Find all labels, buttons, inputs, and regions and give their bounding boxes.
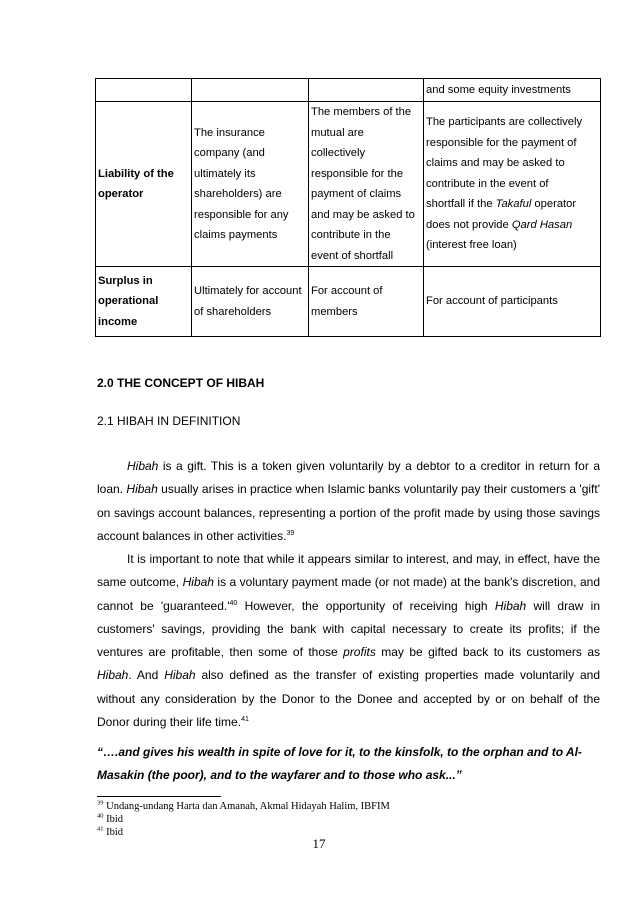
footnote-number: 40 bbox=[97, 812, 104, 820]
paragraph bbox=[97, 455, 600, 548]
footnote-divider bbox=[97, 796, 221, 797]
table-cell: For account of participants bbox=[424, 267, 601, 337]
term-hibah: Hibah bbox=[126, 482, 158, 497]
text-run: also defined as the transfer of existing properties made voluntarily and without any consideration by the Donor to the Donee and accepted by or on behalf of the Donor during their life time. bbox=[97, 668, 600, 730]
cell-text-italic: Qard Hasan bbox=[511, 218, 573, 231]
subsection-heading: 2.1 HIBAH IN DEFINITION bbox=[97, 414, 241, 428]
page-number: 17 bbox=[312, 836, 326, 851]
quran-quote: “….and gives his wealth in spite of love for it, to the kinsfolk, to the orphan and to Al-Masakin (the poor), and to the wayfarer and to those who ask...” bbox=[97, 745, 582, 782]
footnote-text: Ibid bbox=[103, 827, 124, 838]
section-heading: 2.0 THE CONCEPT OF HIBAH bbox=[97, 376, 265, 390]
table-row bbox=[96, 267, 601, 337]
row-header-liability: Liability of the operator bbox=[96, 102, 192, 267]
text-run: is a gift. This is a token given voluntarily by a debtor to a creditor in return for a loan. bbox=[97, 459, 600, 497]
text-run: is a voluntary payment made (or not made) at the bank's discretion, and cannot be 'guaranteed.' bbox=[97, 575, 600, 613]
footnotes bbox=[97, 800, 390, 839]
footnote-40 bbox=[97, 813, 390, 826]
table-cell bbox=[424, 102, 601, 267]
footnote-39 bbox=[97, 800, 390, 813]
cell-text: The participants are collectively responsible for the payment of claims and may be asked to contribute in the event of shortfall if the bbox=[426, 116, 583, 211]
table-cell: For account of members bbox=[309, 267, 424, 337]
cell-text-italic: Takaful bbox=[495, 198, 532, 211]
paragraph bbox=[97, 548, 600, 734]
table-cell bbox=[192, 79, 309, 102]
cell-text: (interest free loan) bbox=[426, 239, 517, 252]
text-run: . And bbox=[128, 668, 165, 683]
term-hibah: Hibah bbox=[164, 668, 196, 683]
footnote-ref: 41 bbox=[241, 716, 249, 724]
text-run: may be gifted back to its customers as bbox=[375, 645, 601, 660]
table-cell bbox=[96, 79, 192, 102]
table-cell: Ultimately for account of shareholders bbox=[192, 267, 309, 337]
footnote-number: 41 bbox=[97, 825, 104, 833]
row-header-surplus: Surplus in operational income bbox=[96, 267, 192, 337]
table-cell: and some equity investments bbox=[424, 79, 601, 102]
footnote-ref: 39 bbox=[286, 529, 295, 537]
comparison-table bbox=[95, 78, 601, 337]
table-cell: The members of the mutual are collectively responsible for the payment of claims and may be asked to contribute in the event of shortfall bbox=[309, 102, 424, 267]
table-cell: The insurance company (and ultimately its shareholders) are responsible for any claims payments bbox=[192, 102, 309, 267]
table-cell bbox=[309, 79, 424, 102]
text-run: However, the opportunity of receiving high bbox=[237, 598, 495, 613]
text-run: It is important to note that while it appears similar to interest, and may, in effect, have the same outcome, bbox=[97, 552, 600, 590]
text-run: usually arises in practice when Islamic banks voluntarily pay their customers a 'gift' on savings account balances, representing a portion of the profit made by using those savings account balances in other activities. bbox=[97, 482, 600, 543]
term-profits: profits bbox=[343, 645, 376, 660]
table-row bbox=[96, 102, 601, 267]
table-row bbox=[96, 79, 601, 102]
footnote-ref: 40 bbox=[229, 599, 238, 607]
term-hibah: Hibah bbox=[127, 459, 159, 473]
footnote-number: 39 bbox=[97, 799, 104, 807]
footnote-text: Ibid bbox=[103, 814, 124, 825]
text-run: will draw in customers' savings, providing the bank with capital necessary to create its profits; if the ventures are profitable, then some of those bbox=[97, 598, 601, 660]
term-hibah: Hibah bbox=[182, 575, 214, 590]
footnote-text: Undang-undang Harta dan Amanah, Akmal Hidayah Halim, IBFIM bbox=[103, 801, 390, 812]
term-hibah: Hibah bbox=[494, 598, 527, 613]
term-hibah: Hibah bbox=[97, 668, 129, 683]
cell-text: operator does not provide bbox=[426, 198, 577, 231]
